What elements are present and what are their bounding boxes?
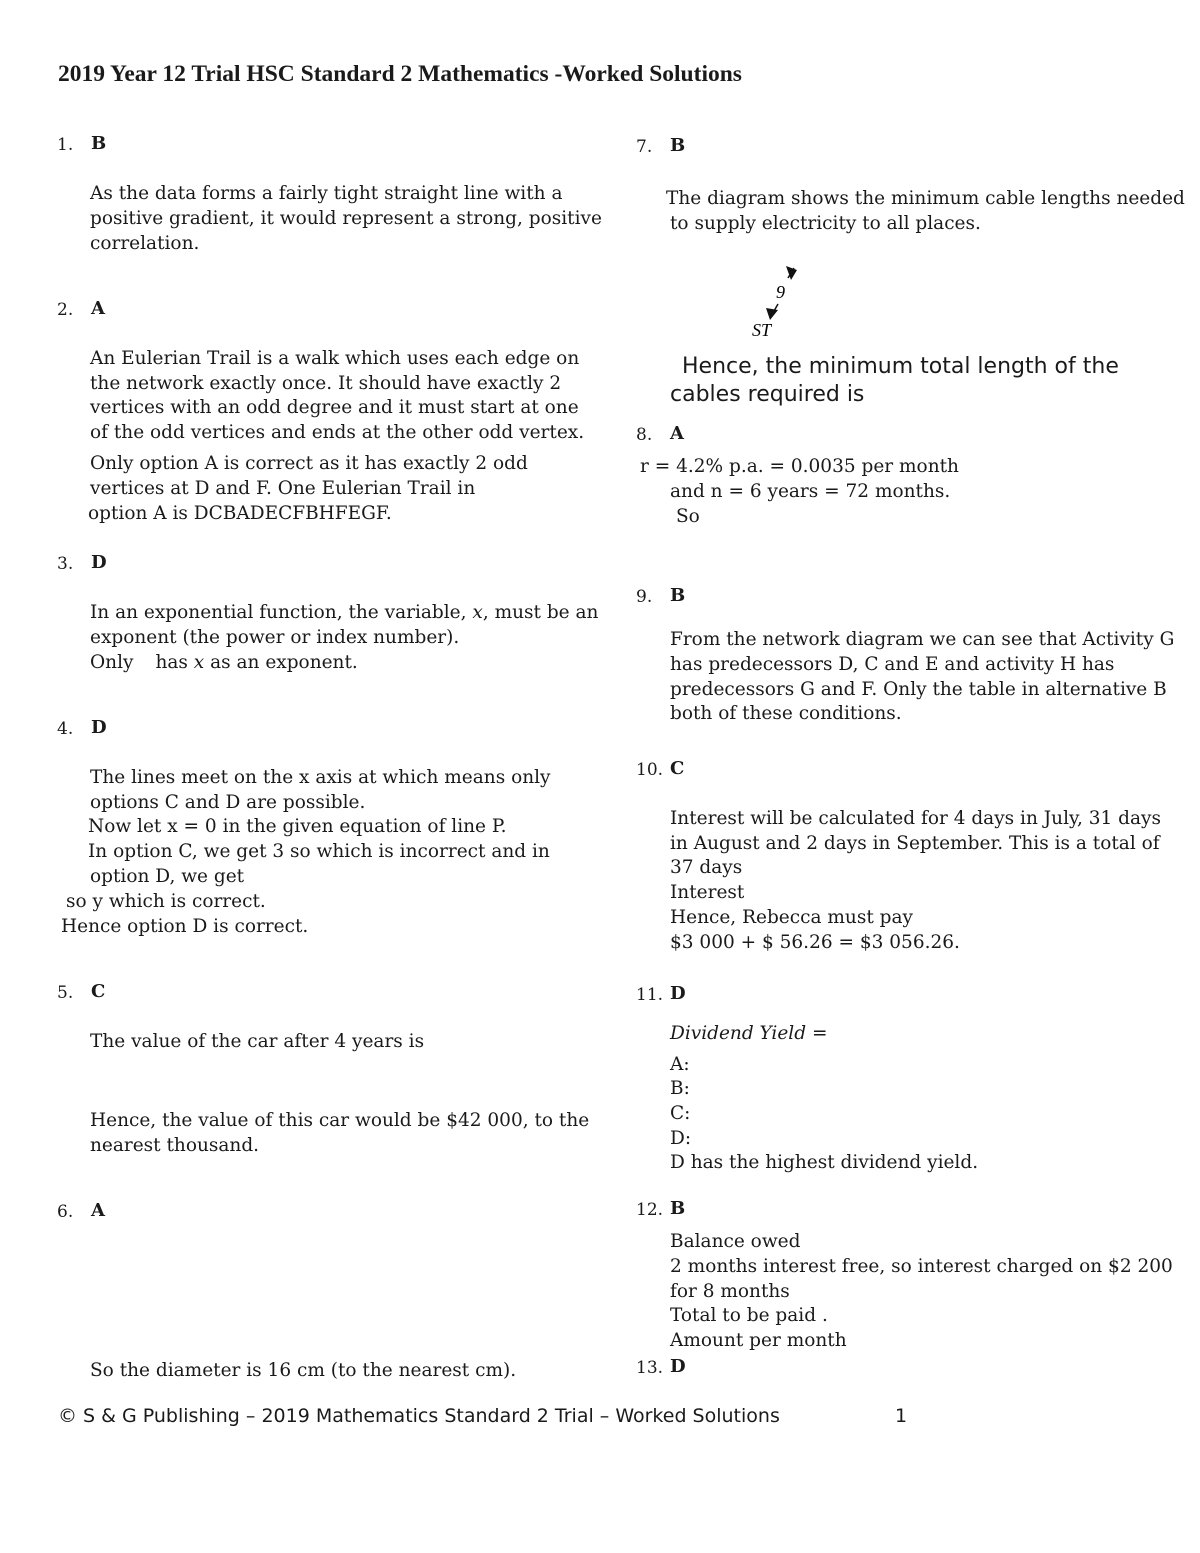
solution-line: Hence, the minimum total length of the (682, 354, 1119, 379)
solution-line: Only option A is correct as it has exactly 2 odd (90, 453, 528, 474)
answer-letter: B (91, 133, 107, 154)
solution-line: and n = 6 years = 72 months. (670, 481, 951, 502)
solution-line: Balance owed (670, 1231, 801, 1252)
question-number: 10. (636, 760, 664, 780)
solution-line: cables required is (670, 382, 865, 407)
solution-line: to supply electricity to all places. (670, 213, 981, 234)
solution-line: D has the highest dividend yield. (670, 1152, 979, 1173)
solution-line: A: (670, 1054, 690, 1075)
solution-line: So (676, 506, 700, 527)
edge-label: 9 (776, 282, 785, 302)
solution-line: In option C, we get 3 so which is incorrect and in (88, 841, 550, 862)
solution-line: so y which is correct. (66, 891, 266, 912)
answer-letter: A (91, 298, 105, 319)
solution-line: exponent (the power or index number). (90, 627, 460, 648)
solution-line: Hence, the value of this car would be $42 000, to the (90, 1110, 590, 1131)
answer-letter: D (670, 1356, 686, 1377)
answer-letter: C (670, 758, 685, 779)
solution-line: r = 4.2% p.a. = 0.0035 per month (640, 456, 959, 477)
solution-line: correlation. (90, 233, 200, 254)
answer-letter: D (670, 983, 686, 1004)
solution-line: vertices at D and F. One Eulerian Trail in (90, 478, 476, 499)
solution-line: of the odd vertices and ends at the other odd vertex. (90, 422, 585, 443)
answer-letter: A (670, 423, 684, 444)
solution-line: has predecessors D, C and E and activity H has (670, 654, 1115, 675)
question-number: 3. (57, 554, 74, 574)
answer-letter: D (91, 552, 107, 573)
question-number: 6. (57, 1202, 74, 1222)
solution-line: Interest will be calculated for 4 days in July, 31 days (670, 808, 1161, 829)
solution-line: Interest (670, 882, 745, 903)
solution-line: the network exactly once. It should have exactly 2 (90, 373, 562, 394)
question-number: 12. (636, 1200, 664, 1220)
solution-line: In an exponential function, the variable, x, must be an (90, 602, 599, 623)
page-footer: © S & G Publishing – 2019 Mathematics Standard 2 Trial – Worked Solutions (58, 1405, 780, 1427)
vertex-label: ST (752, 320, 772, 340)
solution-line: options C and D are possible. (90, 792, 366, 813)
answer-letter: B (670, 1198, 686, 1219)
question-number: 7. (636, 137, 653, 157)
answer-letter: B (670, 585, 686, 606)
solution-line: B: (670, 1078, 690, 1099)
solution-line: So the diameter is 16 cm (to the nearest cm). (90, 1360, 517, 1381)
solution-line: option D, we get (90, 866, 245, 887)
answer-letter: D (91, 717, 107, 738)
solution-line: for 8 months (670, 1281, 790, 1302)
solution-line: Amount per month (670, 1330, 847, 1351)
question-number: 2. (57, 300, 74, 320)
solution-line: both of these conditions. (670, 703, 902, 724)
solution-line: 37 days (670, 857, 743, 878)
page-title: 2019 Year 12 Trial HSC Standard 2 Mathematics -Worked Solutions (58, 61, 742, 87)
question-number: 1. (57, 135, 74, 155)
solution-line: option A is DCBADECFBHFEGF. (88, 503, 392, 524)
question-number: 13. (636, 1358, 664, 1378)
solution-line: Dividend Yield = (670, 1023, 828, 1044)
solution-line: positive gradient, it would represent a strong, positive (90, 208, 602, 229)
solution-line: The diagram shows the minimum cable lengths needed (666, 188, 1185, 209)
solution-line: From the network diagram we can see that Activity G (670, 629, 1175, 650)
answer-letter: B (670, 135, 686, 156)
cable-network-diagram (750, 258, 810, 342)
solution-line: Now let x = 0 in the given equation of line P. (88, 816, 507, 837)
question-number: 4. (57, 719, 74, 739)
solution-line: Only has x as an exponent. (90, 652, 358, 673)
solution-line: $3 000 + $ 56.26 = $3 056.26. (670, 932, 960, 953)
solution-line: C: (670, 1103, 691, 1124)
solution-line: predecessors G and F. Only the table in alternative B (670, 679, 1167, 700)
solution-line: nearest thousand. (90, 1135, 260, 1156)
solution-line: 2 months interest free, so interest charged on $2 200 (670, 1256, 1173, 1277)
question-number: 5. (57, 983, 74, 1003)
solution-line: D: (670, 1128, 692, 1149)
solution-line: Hence, Rebecca must pay (670, 907, 913, 928)
solution-line: An Eulerian Trail is a walk which uses each edge on (90, 348, 580, 369)
page-number: 1 (895, 1405, 908, 1427)
solution-line: As the data forms a fairly tight straight line with a (90, 183, 563, 204)
solution-line: The value of the car after 4 years is (90, 1031, 425, 1052)
solution-line: Hence option D is correct. (61, 916, 309, 937)
solution-line: The lines meet on the x axis at which means only (90, 767, 551, 788)
question-number: 8. (636, 425, 653, 445)
solution-line: in August and 2 days in September. This is a total of (670, 833, 1160, 854)
question-number: 9. (636, 587, 653, 607)
answer-letter: C (91, 981, 106, 1002)
question-number: 11. (636, 985, 664, 1005)
solution-line: vertices with an odd degree and it must start at one (90, 397, 579, 418)
answer-letter: A (91, 1200, 105, 1221)
solution-line: Total to be paid . (670, 1305, 828, 1326)
